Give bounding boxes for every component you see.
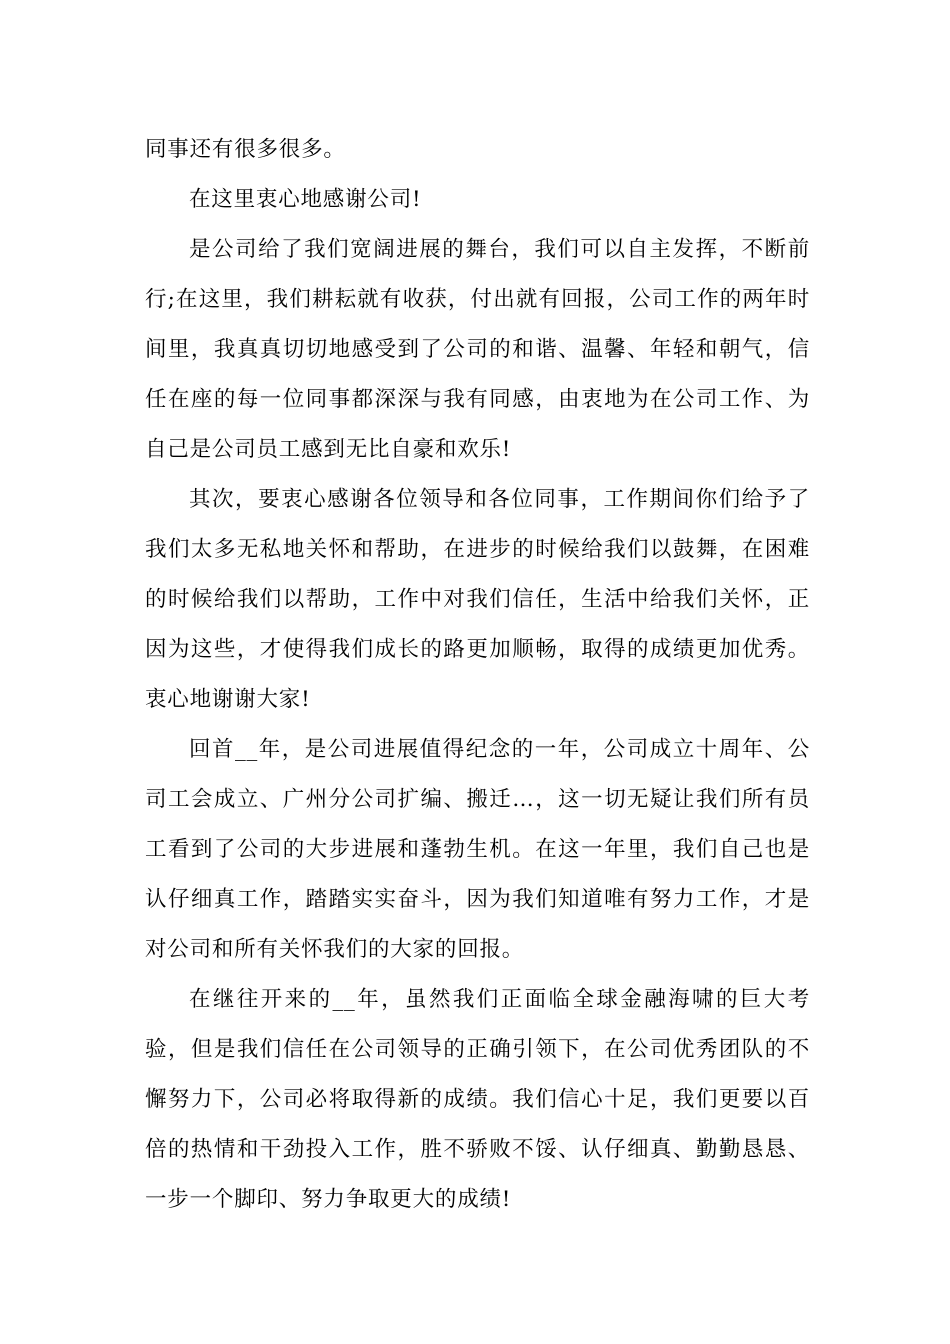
paragraph-year-review: 回首__年，是公司进展值得纪念的一年，公司成立十周年、公司工会成立、广州分公司扩编、搬迁…，这一切无疑让我们所有员工看到了公司的大步进展和蓬勃生机。在这一年里，我们自己也是认仔细真工作，踏踏实实奋斗，因为我们知道唯有努力工作，才是对公司和所有关怀我们的大家的回报。 xyxy=(145,737,810,962)
document-body xyxy=(145,125,810,1225)
paragraph-company-stage: 是公司给了我们宽阔进展的舞台，我们可以自主发挥，不断前行;在这里，我们耕耘就有收获，付出就有回报，公司工作的两年时间里，我真真切切地感受到了公司的和谐、温馨、年轻和朝气，信任在座的每一位同事都深深与我有同感，由衷地为在公司工作、为自己是公司员工感到无比自豪和欢乐! xyxy=(145,237,810,462)
paragraph-thanks-company: 在这里衷心地感谢公司! xyxy=(189,187,422,212)
paragraph-continuation: 同事还有很多很多。 xyxy=(145,137,346,162)
paragraph-year-outlook: 在继往开来的__年，虽然我们正面临全球金融海啸的巨大考验，但是我们信任在公司领导的正确引领下，在公司优秀团队的不懈努力下，公司必将取得新的成绩。我们信心十足，我们更要以百倍的热情和干劲投入工作，胜不骄败不馁、认仔细真、勤勤恳恳、一步一个脚印、努力争取更大的成绩! xyxy=(145,987,810,1212)
paragraph-thanks-leaders: 其次，要衷心感谢各位领导和各位同事，工作期间你们给予了我们太多无私地关怀和帮助，在进步的时候给我们以鼓舞，在困难的时候给我们以帮助，工作中对我们信任，生活中给我们关怀，正因为这些，才使得我们成长的路更加顺畅，取得的成绩更加优秀。衷心地谢谢大家! xyxy=(145,487,810,712)
